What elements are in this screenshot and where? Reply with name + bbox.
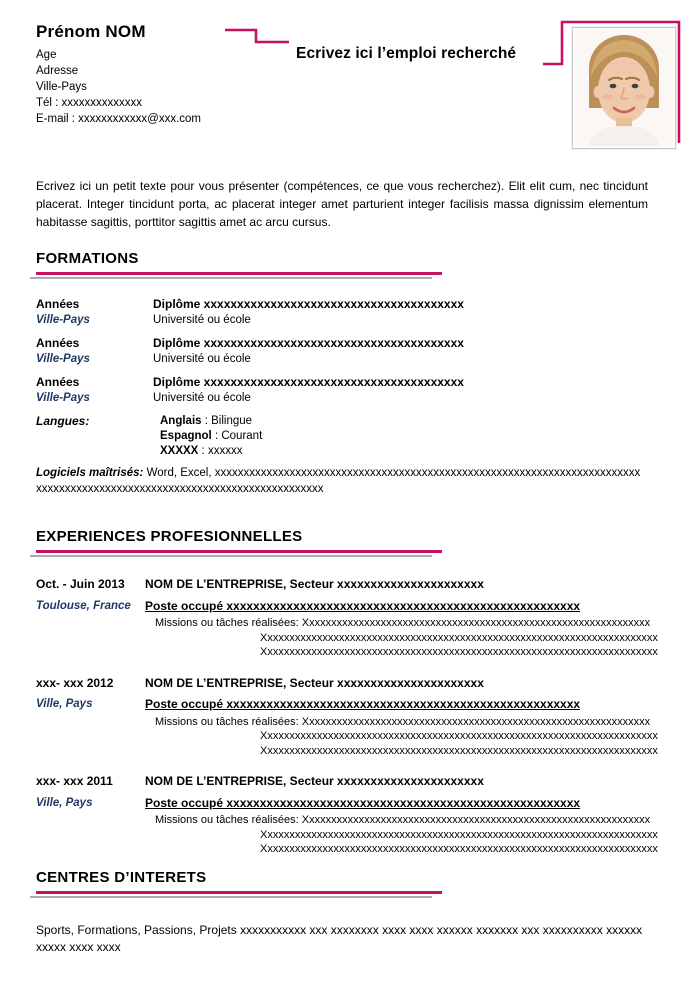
experience-location: Ville, Pays bbox=[36, 698, 93, 710]
languages-label: Langues: bbox=[36, 414, 90, 428]
formation-location: Ville-Pays bbox=[36, 313, 90, 326]
formation-row bbox=[36, 336, 664, 367]
formation-row bbox=[36, 375, 664, 406]
formation-school: Université ou école bbox=[153, 391, 251, 404]
section-underline-gray bbox=[30, 277, 432, 279]
address-line: Adresse bbox=[36, 65, 79, 77]
section-underline-accent bbox=[36, 891, 442, 894]
experience-position: Poste occupé xxxxxxxxxxxxxxxxxxxxxxxxxxxxxxxxxxxxxxxxxxxxxxxxxxxxx bbox=[145, 795, 581, 810]
formation-school: Université ou école bbox=[153, 352, 251, 365]
formation-degree: Diplôme xxxxxxxxxxxxxxxxxxxxxxxxxxxxxxxxxxxxxxx bbox=[153, 336, 464, 350]
experience-location: Ville, Pays bbox=[36, 796, 93, 809]
email-line: E-mail : xxxxxxxxxxxx@xxx.com bbox=[36, 113, 202, 125]
section-underline-accent bbox=[36, 550, 442, 553]
portrait-illustration bbox=[575, 30, 673, 146]
formation-years: Années bbox=[36, 375, 80, 389]
software-list: Word, Excel, xxxxxxxxxxxxxxxxxxxxxxxxxxxxxxxxxxxxxxxxxxxxxxxxxxxxxxxxxxxxxxxxxxxxxxxxxx bbox=[143, 467, 641, 479]
age-line: Age bbox=[36, 49, 57, 61]
experience-position: Poste occupé xxxxxxxxxxxxxxxxxxxxxxxxxxxxxxxxxxxxxxxxxxxxxxxxxxxxx bbox=[145, 697, 581, 711]
formation-school: Université ou école bbox=[153, 313, 251, 326]
languages-row bbox=[36, 414, 664, 459]
section-formations bbox=[36, 250, 664, 497]
formation-degree: Diplôme xxxxxxxxxxxxxxxxxxxxxxxxxxxxxxxxxxxxxxx bbox=[153, 297, 464, 311]
experience-entry bbox=[36, 774, 664, 857]
experience-entry bbox=[36, 676, 664, 759]
formation-location: Ville-Pays bbox=[36, 352, 90, 365]
profile-photo bbox=[572, 27, 676, 149]
software-list-line2: xxxxxxxxxxxxxxxxxxxxxxxxxxxxxxxxxxxxxxxxxxxxxxxxxx bbox=[36, 483, 324, 495]
experience-missions: Missions ou tâches réalisées: Xxxxxxxxxxxxxxxxxxxxxxxxxxxxxxxxxxxxxxxxxxxxxxxxxxxxxxxxxxxxxxx Xxxxxxxxxxxxxxxxxxxxxxxxxxxxxxxxxxxxxxxxxxxxxxxxxxxxxxxxxxxxxxxxxxxxxxxx Xxxxxxxxxxxxxxxxxxxxxxxxxxxxxxxxxxxxxxxxxxxxxxxxxxxxxxxxxxxxxxxxxxxxxxxx bbox=[155, 814, 658, 855]
experience-dates: xxx- xxx 2011 bbox=[36, 774, 113, 788]
language-item: Espagnol : Courant bbox=[160, 430, 263, 442]
language-item: XXXXX : xxxxxx bbox=[160, 445, 243, 457]
candidate-name: Prénom NOM bbox=[36, 22, 146, 41]
intro-paragraph: Ecrivez ici un petit texte pour vous présenter (compétences, ce que vous recherchez). Elit elit cum, nec tincidunt placerat. Integer tincidunt porta, ac placerat integer amet parturient integer facilisis massa dignissim elementum habitasse sagittis, porttitor sagittis amet ac arcu cursus. bbox=[36, 179, 648, 229]
interests-title: CENTRES D’INTERETS bbox=[36, 869, 207, 886]
software-label: Logiciels maîtrisés: bbox=[36, 467, 144, 479]
experience-dates: Oct. - Juin 2013 bbox=[36, 577, 125, 591]
section-underline-accent bbox=[36, 272, 442, 275]
experience-dates: xxx- xxx 2012 bbox=[36, 675, 114, 690]
experience-position: Poste occupé xxxxxxxxxxxxxxxxxxxxxxxxxxxxxxxxxxxxxxxxxxxxxxxxxxxxx bbox=[145, 598, 581, 613]
experiences-title: EXPERIENCES PROFESIONNELLES bbox=[36, 528, 303, 545]
section-interests bbox=[36, 869, 664, 956]
experience-company: NOM DE L’ENTREPRISE, Secteur xxxxxxxxxxxxxxxxxxxxxx bbox=[145, 577, 484, 591]
experience-entry bbox=[36, 577, 664, 660]
header-step-line bbox=[224, 27, 290, 45]
formation-years: Années bbox=[36, 336, 80, 350]
formation-row bbox=[36, 297, 664, 328]
identity-block bbox=[36, 22, 201, 127]
experience-company: NOM DE L’ENTREPRISE, Secteur xxxxxxxxxxxxxxxxxxxxxx bbox=[145, 774, 484, 788]
city-line: Ville-Pays bbox=[36, 81, 87, 93]
phone-line: Tél : xxxxxxxxxxxxxx bbox=[36, 97, 143, 109]
section-underline-gray bbox=[30, 896, 432, 898]
formation-years: Années bbox=[36, 297, 80, 311]
formation-degree: Diplôme xxxxxxxxxxxxxxxxxxxxxxxxxxxxxxxxxxxxxxx bbox=[153, 375, 464, 389]
experience-missions: Missions ou tâches réalisées: Xxxxxxxxxxxxxxxxxxxxxxxxxxxxxxxxxxxxxxxxxxxxxxxxxxxxxxxxxxxxxxx Xxxxxxxxxxxxxxxxxxxxxxxxxxxxxxxxxxxxxxxxxxxxxxxxxxxxxxxxxxxxxxxxxxxxxxxx Xxxxxxxxxxxxxxxxxxxxxxxxxxxxxxxxxxxxxxxxxxxxxxxxxxxxxxxxxxxxxxxxxxxxxxxx bbox=[155, 715, 658, 757]
software-skills bbox=[36, 465, 664, 497]
interests-text: Sports, Formations, Passions, Projets xxxxxxxxxxx xxx xxxxxxxx xxxx xxxx xxxxxx xxxxxxx xxx xxxxxxxxxx xxxxxx xxxxx xxxx xxxx bbox=[36, 923, 643, 954]
formation-location: Ville-Pays bbox=[36, 391, 90, 404]
experience-location: Toulouse, France bbox=[36, 599, 131, 612]
section-experiences bbox=[36, 528, 664, 857]
language-item: Anglais : Bilingue bbox=[160, 415, 253, 427]
section-underline-gray bbox=[30, 555, 432, 557]
experience-missions: Missions ou tâches réalisées: Xxxxxxxxxxxxxxxxxxxxxxxxxxxxxxxxxxxxxxxxxxxxxxxxxxxxxxxxxxxxxxx Xxxxxxxxxxxxxxxxxxxxxxxxxxxxxxxxxxxxxxxxxxxxxxxxxxxxxxxxxxxxxxxxxxxxxxxx Xxxxxxxxxxxxxxxxxxxxxxxxxxxxxxxxxxxxxxxxxxxxxxxxxxxxxxxxxxxxxxxxxxxxxxxx bbox=[155, 617, 658, 658]
job-title: Ecrivez ici l’emploi recherché bbox=[296, 45, 517, 62]
experience-company: NOM DE L’ENTREPRISE, Secteur xxxxxxxxxxxxxxxxxxxxxx bbox=[145, 675, 484, 690]
formations-title: FORMATIONS bbox=[36, 250, 139, 267]
